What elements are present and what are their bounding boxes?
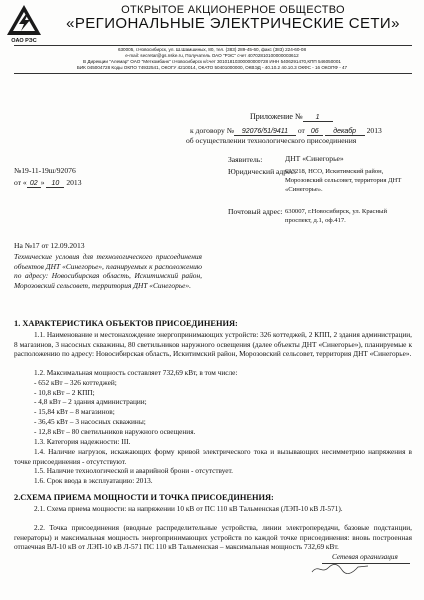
section-1-paragraph: 1.1. Наименование и местонахождение энергопринимающих устройств: 326 коттеджей, 2 КПП, 2 здания администрации, 8 магазинов, 3 насосных скважины, 80 светильников наружного освещения (далее объекты ДНТ «Синегорье»), планируемые к расположению по адресу: Новосибирская область, Искитимский район, Морозовский сельсовет, территория ДНТ «Синегорье». — [14, 330, 412, 358]
list-item: - 12,8 кВт – 80 светильников наружного освещения. — [34, 426, 196, 436]
applicant-label: Заявитель: — [228, 155, 263, 164]
section-1-paragraph: 1.2. Максимальная мощность составляет 732,69 кВт, в том числе: — [34, 368, 238, 377]
reference-date: от « 02 » 10 2013 — [14, 178, 82, 187]
signature-scribble-icon — [310, 562, 370, 576]
section-1-paragraph: 1.5. Наличие технологической и аварийной брони - отсутствует. — [34, 466, 234, 475]
company-type: ОТКРЫТОЕ АКЦИОНЕРНОЕ ОБЩЕСТВО — [121, 4, 345, 16]
logo-caption: ОАО РЭС — [11, 38, 37, 44]
section-1-paragraph: 1.6. Срок ввода в эксплуатацию: 2013. — [34, 476, 153, 485]
requisites-line: БИК 045004728 Коды ОКПО 74932541, ОКОГУ 4210014, ОКАТО 50401000000, ОКВЭД - 40.10.2 40.10.3 ОКФС - 16 ОКОПФ - 47 — [76, 65, 348, 70]
section-1-paragraph: 1.4. Наличие нагрузок, искажающих форму кривой электрического тока и вызывающих несимметрию напряжения в точке присоединения - отсутствуют. — [14, 447, 412, 466]
signature-caption: Сетевая организация — [332, 553, 398, 561]
reference-number: №19-11-19ш/92076 — [14, 166, 76, 175]
header-divider — [14, 45, 412, 46]
list-item: - 15,84 кВт – 8 магазинов; — [34, 407, 115, 417]
appendix-title: Приложение № 1 — [250, 112, 420, 122]
list-item: - 4,8 кВт – 2 здания администрации; — [34, 397, 147, 407]
postal-address-value: 630007, г.Новосибирск, ул. Красный проспект, д.1, оф.417. — [285, 208, 387, 224]
list-item: - 10,8 кВт – 2 КПП; — [34, 387, 95, 397]
list-item: - 652 кВт – 326 коттеджей; — [34, 378, 117, 387]
postal-address-label: Почтовый адрес: — [228, 207, 283, 216]
requisites-divider — [14, 73, 412, 74]
legal-address-value: 633218, НСО, Искитимский район, Морозовский сельсовет, территория ДНТ «Синегорье». — [285, 168, 402, 193]
incoming-reference: На №17 от 12.09.2013 — [14, 241, 85, 250]
section-2-title: 2.СХЕМА ПРИЕМА МОЩНОСТИ И ТОЧКА ПРИСОЕДИНЕНИЯ: — [14, 493, 274, 502]
requisites-line: В Дирекции "Алемар" ОАО "Меткомбанк" г.Новосибирск к/счет 30101810300000000728 ИНН 5406291470,КПП 546050001 — [83, 59, 341, 64]
section-1-title: 1. ХАРАКТЕРИСТИКА ОБЪЕКТОВ ПРИСОЕДИНЕНИЯ: — [14, 319, 238, 328]
power-list — [34, 378, 195, 436]
company-name: «РЕГИОНАЛЬНЫЕ ЭЛЕКТРИЧЕСКИЕ СЕТИ» — [66, 15, 400, 32]
requisites-line: 630005, г.Новосибирск, ул. Ш.Шамшиных, 80, тел. (383) 289-45-60, факс (383) 224-60-08 — [117, 47, 307, 52]
document-subject: Технические условия для технологического присоединения объектов ДНТ «Синегорье», планируемых к расположению по адресу: Новосибирская область, Искитимский район, Морозовский сельсовет, территория ДНТ «Синегорье». — [14, 252, 202, 290]
requisites-line: e-mail: secretar@gs.nske.ru, Получатель ОАО "РЭС" счет 40702810100000003612 — [125, 53, 299, 58]
appendix-subtitle: об осуществлении технологического присоединения — [186, 136, 357, 145]
section-2-paragraph: 2.2. Точка присоединения (вводные распределительные устройства, линии электропередачи, базовые подстанции, генераторы) и максимальная мощность энергопринимающих устройств по каждой точке присоединения: вновь построенная отпаечная ВЛ-10 кВ от ЛЭП-10 кВ Л-571 ПС 110 кВ Тальменская – максимальная мощность 732,69 кВт. — [14, 523, 412, 551]
section-2-paragraph: 2.1. Схема приема мощности: на напряжении 10 кВ от ПС 110 кВ Тальменская (ЛЭП-10 кВ Л-571). — [34, 504, 343, 513]
applicant-value: ДНТ «Синегорье» — [285, 154, 344, 163]
list-item: - 36,45 кВт – 3 насосных скважины; — [34, 416, 146, 426]
section-1-paragraph: 1.3. Категория надежности: III. — [34, 437, 131, 446]
appendix-contract: к договору № 92076/51/9411 от 06 декабр 2013 — [190, 126, 382, 135]
legal-address-label: Юридический адрес: — [228, 167, 297, 176]
